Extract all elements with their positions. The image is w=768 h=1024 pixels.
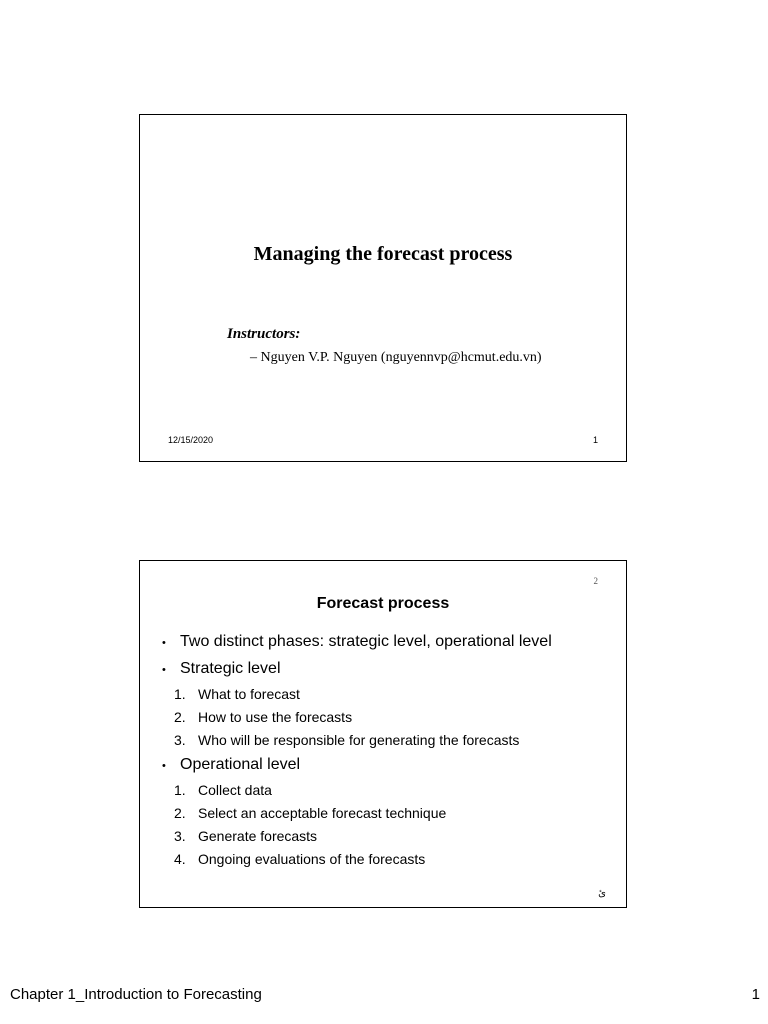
bullet-dot: •: [162, 760, 166, 772]
footer-chapter: Chapter 1_Introduction to Forecasting: [10, 986, 262, 1003]
bullet-text: Operational level: [180, 756, 301, 773]
bullet-item: [162, 629, 616, 656]
bullet-dot: •: [162, 637, 166, 649]
numbered-item: [162, 683, 616, 706]
numbered-item: [162, 706, 616, 729]
bullet-dot: •: [162, 664, 166, 676]
footer-page-number: 1: [751, 986, 760, 1003]
item-number: 1.: [174, 782, 186, 798]
numbered-item: [162, 802, 616, 825]
slide-2: [139, 560, 627, 908]
slide-2-number: 2: [593, 576, 598, 586]
instructors-label: Instructors:: [227, 326, 301, 342]
slide-1: [139, 114, 627, 462]
numbered-item: [162, 729, 616, 752]
numbered-item: [162, 848, 616, 871]
item-number: 3.: [174, 828, 186, 844]
item-text: How to use the forecasts: [198, 709, 353, 725]
item-number: 3.: [174, 732, 186, 748]
numbered-item: [162, 779, 616, 802]
item-number: 2.: [174, 805, 186, 821]
slide-1-number: 1: [592, 435, 598, 445]
numbered-item: [162, 825, 616, 848]
slide-1-date: 12/15/2020: [168, 435, 214, 445]
bullet-text: Two distinct phases: strategic level, operational level: [180, 633, 552, 650]
bullet-text: Strategic level: [180, 660, 281, 677]
slide-2-body: [162, 629, 616, 871]
item-number: 4.: [174, 851, 186, 867]
item-number: 2.: [174, 709, 186, 725]
slide-1-title: Managing the forecast process: [253, 243, 513, 265]
item-text: Collect data: [198, 782, 272, 798]
item-text: Ongoing evaluations of the forecasts: [198, 851, 426, 867]
instructor-item: – Nguyen V.P. Nguyen (nguyennvp@hcmut.edu.vn): [250, 350, 542, 365]
bullet-item: [162, 752, 616, 779]
item-text: Generate forecasts: [198, 828, 318, 844]
corner-mark: ئ: [598, 888, 606, 899]
slide-2-title: Forecast process: [316, 595, 450, 612]
item-text: Who will be responsible for generating the forecasts: [198, 732, 520, 748]
item-number: 1.: [174, 686, 186, 702]
item-text: What to forecast: [198, 686, 300, 702]
item-text: Select an acceptable forecast technique: [198, 805, 447, 821]
bullet-item: [162, 656, 616, 683]
